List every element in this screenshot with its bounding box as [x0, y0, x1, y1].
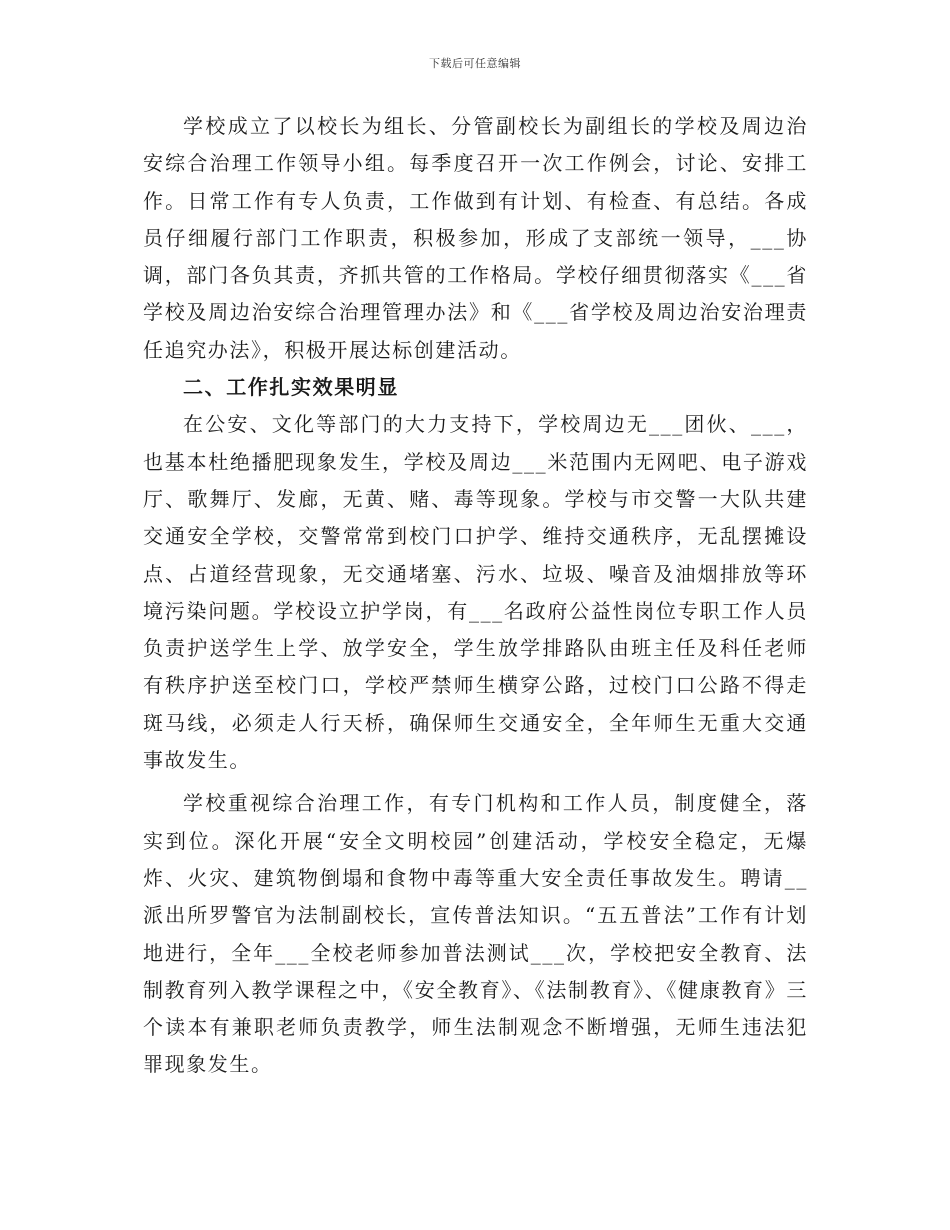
document-body [143, 108, 808, 1084]
page-header: 下载后可任意编辑 [429, 57, 521, 70]
section-heading-2: 二、工作扎实效果明显 [183, 375, 399, 400]
paragraph-comprehensive-governance: 学校重视综合治理工作，有专门机构和工作人员，制度健全，落实到位。深化开展“安全文明校园”创建活动，学校安全稳定，无爆炸、火灾、建筑物倒塌和食物中毒等重大安全责任事故发生。聘请__派出所罗警官为法制副校长，宣传普法知识。“五五普法”工作有计划地进行，全年___全校老师参加普法测试___次，学校把安全教育、法制教育列入教学课程之中，《安全教育》、《法制教育》、《健康教育》三个读本有兼职老师负责教学，师生法制观念不断增强，无师生违法犯罪现象发生。 [143, 791, 808, 1077]
paragraph-leadership-group: 学校成立了以校长为组长、分管副校长为副组长的学校及周边治安综合治理工作领导小组。每季度召开一次工作例会，讨论、安排工作。日常工作有专人负责，工作做到有计划、有检查、有总结。各成员仔细履行部门工作职责，积极参加，形成了支部统一领导，___协调，部门各负其责，齐抓共管的工作格局。学校仔细贯彻落实《___省学校及周边治安综合治理管理办法》和《___省学校及周边治安治理责任追究办法》，积极开展达标创建活动。 [143, 114, 808, 362]
paragraph-campus-surroundings: 在公安、文化等部门的大力支持下，学校周边无___团伙、___，也基本杜绝播肥现象发生，学校及周边___米范围内无网吧、电子游戏厅、歌舞厅、发廊，无黄、赌、毒等现象。学校与市交警一大队共建交通安全学校，交警常常到校门口护学、维持交通秩序，无乱摆摊设点、占道经营现象，无交通堵塞、污水、垃圾、噪音及油烟排放等环境污染问题。学校设立护学岗，有___名政府公益性岗位专职工作人员负责护送学生上学、放学安全，学生放学排路队由班主任及科任老师有秩序护送至校门口，学校严禁师生横穿公路，过校门口公路不得走斑马线，必须走人行天桥，确保师生交通安全，全年师生无重大交通事故发生。 [143, 412, 808, 773]
